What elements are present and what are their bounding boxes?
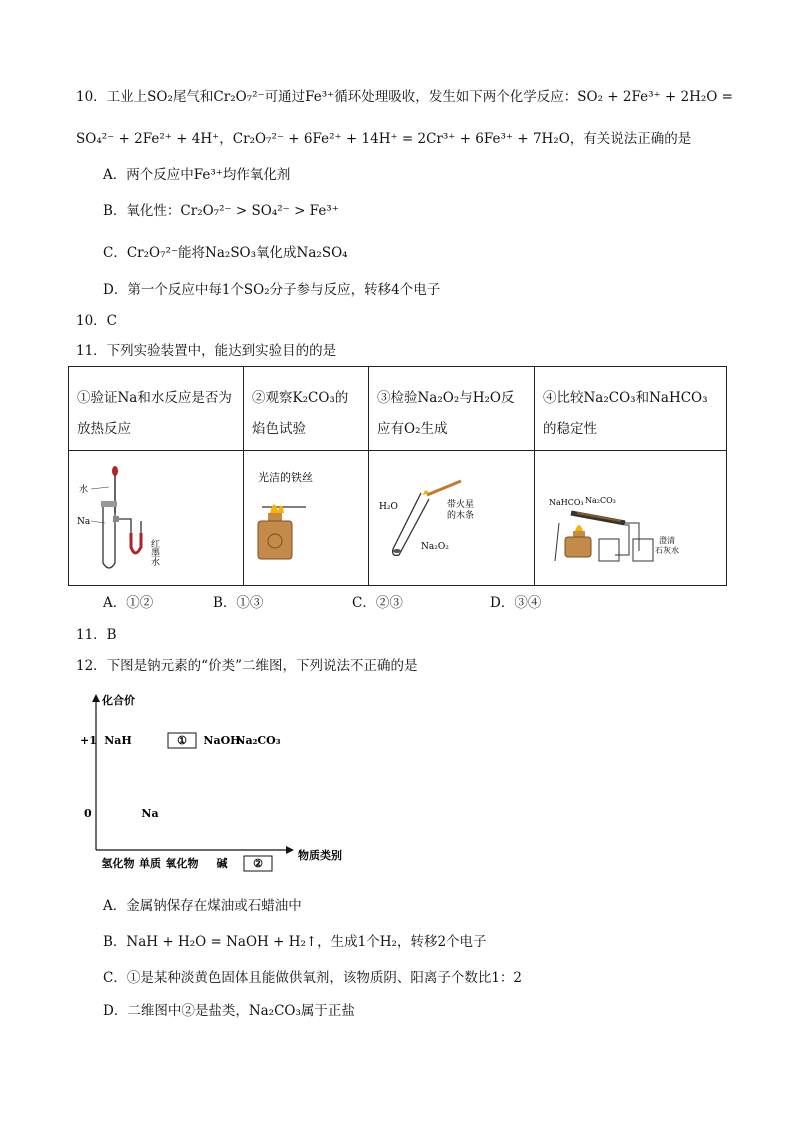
y-axis-title: 化合价: [102, 694, 135, 707]
water-pointer: [91, 487, 109, 489]
y-tick-plus1: +1: [80, 734, 97, 747]
chart-point-label: ①: [177, 734, 187, 747]
x-tick-label: ②: [253, 857, 263, 870]
u-tube: [115, 519, 141, 553]
stand-rod: [555, 523, 559, 561]
q10-stem-line2: SO₄²⁻ + 2Fe²⁺ + 4H⁺，Cr₂O₇²⁻ + 6Fe²⁺ + 14H⁺ = 2Cr³⁺ + 6Fe³⁺ + 7H₂O，有关说法正确的是: [76, 131, 692, 147]
apparatus-1: [69, 451, 244, 586]
stopper: [101, 501, 117, 507]
cell-1-title: ①验证Na和水反应是否为放热反应: [69, 367, 244, 451]
delivery-tube-2: [615, 525, 629, 555]
label-na2co3: Na₂CO₃: [585, 496, 616, 505]
delivery-tube-1: [625, 523, 639, 551]
x-axis-title: 物质类别: [298, 849, 342, 862]
wood-splint: [427, 481, 461, 495]
q10-option-a: A．两个反应中Fe³⁺均作氧化剂: [103, 167, 291, 183]
apparatus-1-drawing: [69, 451, 244, 585]
label-na: Na: [77, 517, 91, 527]
q10-answer: 10．C: [76, 313, 118, 329]
x-tick-label: 单质: [139, 857, 161, 870]
chart-point-label: NaOH: [203, 734, 241, 747]
q11-stem: 11．下列实验装置中，能达到实验目的的是: [76, 343, 337, 359]
q10-option-c: C．Cr₂O₇²⁻能将Na₂SO₃氧化成Na₂SO₄: [103, 245, 348, 261]
apparatus-4-drawing: [535, 451, 727, 585]
apparatus-4: [535, 451, 727, 586]
label-wire: 光洁的铁丝: [258, 471, 313, 484]
x-tick-label: 碱: [216, 857, 228, 870]
test-tube: [103, 503, 115, 568]
q10-option-d: D．第一个反应中每1个SO₂分子参与反应，转移4个电子: [103, 282, 441, 298]
beaker-1: [599, 539, 619, 561]
label-red-ink: 红墨水: [149, 539, 159, 566]
cell-2-title: ②观察K₂CO₃的焰色试验: [244, 367, 369, 451]
flame-4: [575, 525, 583, 531]
dropper-bulb: [112, 466, 118, 476]
apparatus-2-drawing: [244, 451, 369, 585]
q10-option-b: B．氧化性：Cr₂O₇²⁻ > SO₄²⁻ > Fe³⁺: [103, 203, 339, 219]
burner-body: [258, 521, 292, 559]
label-lime-1: 澄清: [659, 536, 675, 545]
q10-stem-line1: 10．工业上SO₂尾气和Cr₂O₇²⁻可通过Fe³⁺循环处理吸收，发生如下两个化学反应：SO₂ + 2Fe³⁺ + 2H₂O =: [76, 89, 733, 105]
red-ink: [131, 533, 141, 553]
label-stick-2: 的木条: [447, 511, 475, 521]
burner-top: [268, 513, 282, 521]
y-axis-arrow: [92, 694, 100, 702]
burner-body-4: [565, 537, 591, 557]
valence-category-chart: [76, 690, 376, 875]
q11-choice-b: B．①③: [213, 595, 264, 611]
chart-point-label: Na₂CO₃: [235, 734, 281, 747]
outer-tube: [571, 513, 625, 523]
q11-choice-d: D．③④: [490, 595, 542, 611]
chart-point-label: NaH: [104, 734, 132, 747]
beaker-2: [633, 539, 653, 561]
chart-point-label: Na: [141, 807, 159, 820]
x-tick-label: 氧化物: [165, 857, 199, 870]
apparatus-2: [244, 451, 369, 586]
apparatus-3-drawing: [369, 451, 535, 585]
cell-3-title: ③检验Na₂O₂与H₂O反应有O₂生成: [369, 367, 535, 451]
q11-choice-a: A．①②: [103, 595, 154, 611]
na-pellet: [113, 516, 119, 522]
label-nahco3: NaHCO₃: [549, 498, 584, 507]
q12-option-c: C．①是某种淡黄色固体且能做供氧剂，该物质阴、阳离子个数比1：2: [103, 970, 523, 986]
q11-answer: 11．B: [76, 627, 117, 643]
q12-option-b: B．NaH + H₂O = NaOH + H₂↑，生成1个H₂，转移2个电子: [103, 934, 487, 950]
label-na2o2: Na₂O₂: [421, 542, 449, 552]
cell-4-title: ④比较Na₂CO₃和NaHCO₃的稳定性: [535, 367, 727, 451]
label-water: 水: [79, 485, 89, 495]
burner-top-4: [573, 531, 585, 537]
q11-choice-c: C．②③: [352, 595, 403, 611]
x-tick-label: 氢化物: [101, 857, 135, 870]
q12-stem: 12．下图是钠元素的“价类”二维图，下列说法不正确的是: [76, 658, 418, 674]
label-h2o: H₂O: [379, 502, 398, 512]
apparatus-3: [369, 451, 535, 586]
experiment-table: [68, 366, 727, 586]
q12-option-a: A．金属钠保存在煤油或石蜡油中: [103, 898, 302, 914]
flame: [270, 504, 284, 513]
na2o2-powder: [393, 549, 401, 553]
label-stick-1: 带火星: [447, 500, 475, 510]
x-axis-arrow: [286, 846, 294, 854]
label-lime-2: 石灰水: [655, 546, 679, 555]
q12-option-d: D．二维图中②是盐类，Na₂CO₃属于正盐: [103, 1003, 355, 1019]
y-tick-0: 0: [84, 807, 92, 820]
